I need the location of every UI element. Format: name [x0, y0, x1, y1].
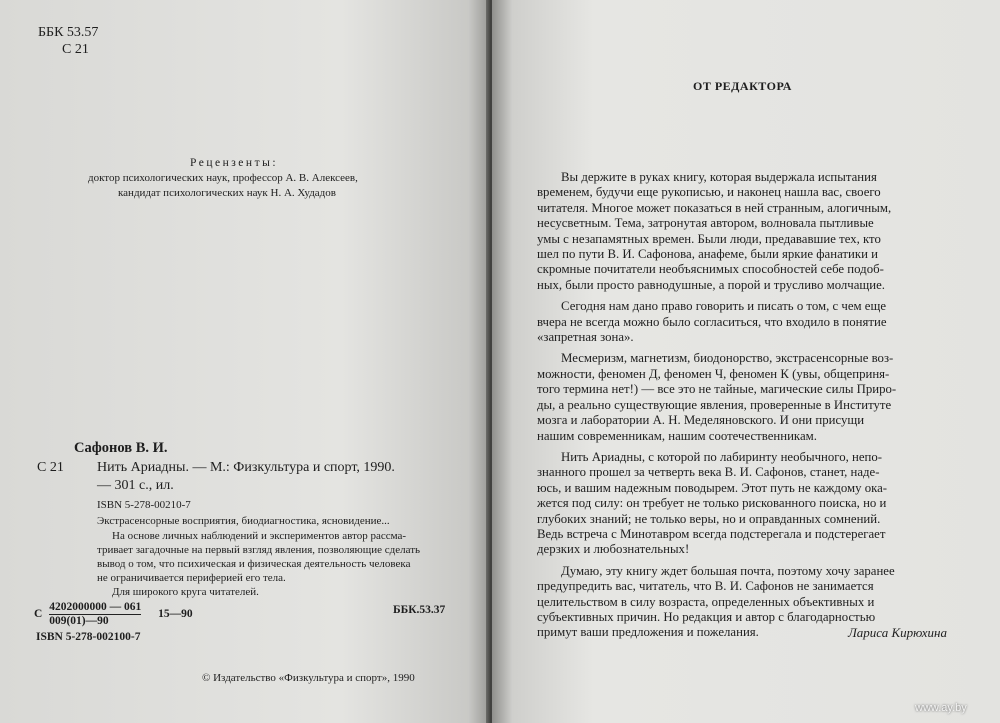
- book-author: Сафонов В. И.: [74, 440, 168, 456]
- text-line: вчера не всегда можно было согласиться, что входило в понятие: [537, 314, 887, 329]
- text-line: нашим современникам, нашим соотечественникам.: [537, 428, 817, 443]
- text-line: несусветным. Тема, затронутая автором, волновала пытливые: [537, 216, 874, 231]
- text-line: «запретная зона».: [537, 330, 634, 345]
- text-line: целительством в силу возраста, определенных объективных и: [537, 594, 875, 609]
- text-line: субъективных причин. Но редакция и автор с благодарностью: [537, 609, 876, 624]
- copyright-line: © Издательство «Физкультура и спорт», 1990: [202, 672, 415, 684]
- reviewer-line: доктор психологических наук, профессор А. В. Алексеев,: [88, 172, 358, 184]
- reviewer-line: кандидат психологических наук Н. А. Худадов: [118, 187, 336, 199]
- text-line: дерзких и любознательных!: [537, 542, 690, 557]
- code-letter: С: [34, 607, 43, 620]
- text-line: ных, были просто равнодушные, а порой и трусливо молчащие.: [537, 277, 886, 292]
- text-line: примут ваши предложения и пожелания.: [537, 625, 759, 640]
- text-line: Месмеризм, магнетизм, биодонорство, экстрасенсорные воз-: [561, 351, 894, 366]
- text-line: шел по пути В. И. Сафонова, анафеме, были яркие фанатики и: [537, 247, 878, 262]
- bibliographic-line: Нить Ариадны. — М.: Физкультура и спорт, 1990.: [97, 460, 395, 475]
- text-line: того термина нет!) — все это не тайные, магические силы Приро-: [537, 382, 897, 397]
- bibliographic-line: — 301 с., ил.: [97, 478, 174, 493]
- text-line: Сегодня нам дано право говорить и писать о том, с чем еще: [561, 299, 887, 314]
- annotation-line: На основе личных наблюдений и экспериментов автор рассма-: [112, 530, 407, 542]
- editor-signature: Лариса Кирюхина: [848, 625, 947, 640]
- reviewers-title: Рецензенты:: [190, 157, 279, 169]
- text-line: Вы держите в руках книгу, которая выдержала испытания: [561, 170, 877, 184]
- left-page: [0, 0, 488, 723]
- text-line: ды, а реально существующие явления, проверенные в Институте: [537, 397, 892, 412]
- code-denominator: 009(01)—90: [49, 615, 109, 627]
- text-line: предупредить вас, читатель, что В. И. Сафонов не занимается: [537, 579, 874, 594]
- text-line: умы с незапамятных времен. Были люди, предававшие тех, кто: [537, 231, 881, 246]
- text-line: Думаю, эту книгу ждет большая почта, поэтому хочу заранее: [561, 563, 895, 578]
- text-line: мозга и лаборатории А. Н. Меделяновского. И они присущи: [537, 413, 865, 428]
- keywords: Экстрасенсорные восприятия, биодиагностика, ясновидение...: [97, 515, 390, 527]
- bbk-index-bottom: ББК.53.37: [393, 604, 446, 616]
- bbk-index-top: [38, 24, 98, 58]
- publisher-code: [34, 601, 193, 627]
- catalog-letter: С 21: [37, 460, 64, 475]
- text-line: знанного прошел за четверть века В. И. Сафонов, станет, наде-: [537, 465, 880, 480]
- editor-note-title: ОТ РЕДАКТОРА: [693, 79, 792, 93]
- code-fraction: [49, 601, 141, 627]
- annotation-line: вывод о том, что психическая и физическая деятельность человека: [97, 558, 411, 570]
- text-line: Ведь встреча с Минотавром всегда подстерегала и подстерегает: [537, 526, 886, 541]
- text-line: временем, будучи еще рукописью, и наконец нашла вас, своего: [537, 185, 881, 200]
- author-mark: С 21: [62, 42, 89, 57]
- annotation-line: тривает загадочные на первый взгляд явления, позволяющие сделать: [97, 544, 421, 556]
- isbn-small: ISBN 5-278-00210-7: [97, 499, 191, 511]
- code-numerator: 4202000000 — 061: [49, 601, 142, 613]
- annotation-line: не ограничивается периферией его тела.: [97, 572, 286, 584]
- isbn-bottom: ISBN 5-278-002100-7: [36, 631, 141, 643]
- text-line: можности, феномен Д, феномен Ч, феномен К (увы, общеприня-: [537, 366, 890, 381]
- code-suffix: 15—90: [158, 607, 193, 620]
- text-line: глубоких знаний; не только веры, но и оправданных сомнений.: [537, 511, 881, 526]
- text-line: жется под силу: он требует не только рискованного поиска, но и: [537, 496, 887, 511]
- editor-note-body: [537, 170, 952, 641]
- bbk-code: ББК 53.57: [38, 25, 99, 40]
- text-line: скромные почитатели необъяснимых способностей себе подоб-: [537, 262, 884, 277]
- text-line: юсь, и вашим надежным поводырем. Этот путь не каждому ока-: [537, 480, 888, 495]
- watermark: www.ay.by: [915, 702, 967, 714]
- audience-note: Для широкого круга читателей.: [112, 586, 259, 598]
- text-line: Нить Ариадны, с которой по лабиринту необычного, непо-: [561, 449, 883, 464]
- text-line: читателя. Многое может показаться в ней странным, алогичным,: [537, 200, 892, 215]
